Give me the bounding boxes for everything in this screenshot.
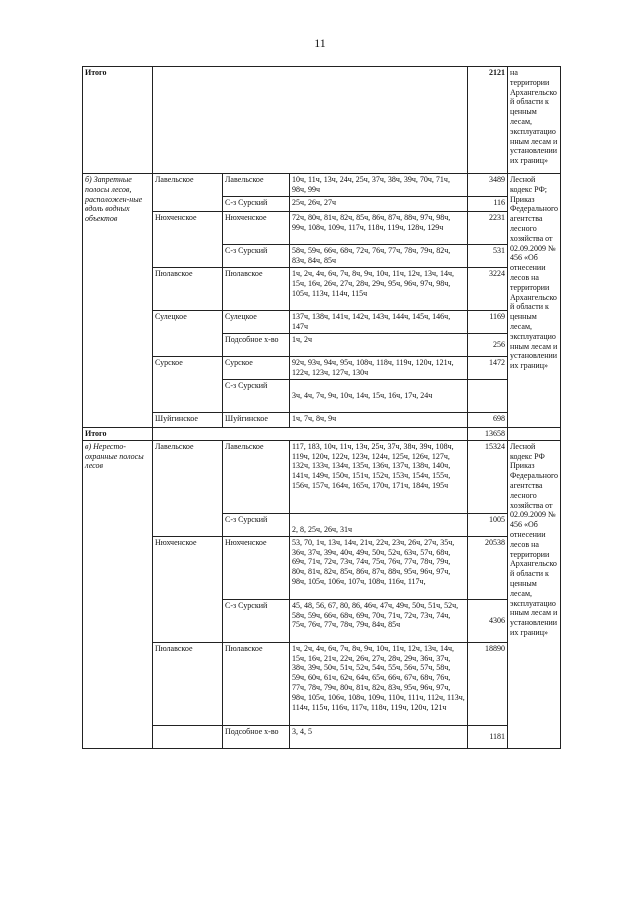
table-row	[83, 67, 561, 174]
forestry-name: Нюхченское	[153, 536, 223, 642]
area-value: 3224	[468, 268, 508, 311]
area-value: 3489	[468, 174, 508, 197]
table-row	[83, 725, 561, 748]
table-row	[83, 428, 561, 441]
area-value: 18890	[468, 642, 508, 725]
quarters: 3, 4, 5	[290, 725, 468, 748]
quarters: 53, 70, 1ч, 13ч, 14ч, 21ч, 22ч, 23ч, 26ч, 27ч, 35ч, 36ч, 37ч, 39ч, 40ч, 49ч, 50ч, 52ч, 63ч, 57ч, 68ч, 69ч, 71ч, 72ч, 73ч, 74ч, 75ч, 76ч, 77ч, 78ч, 79ч, 80ч, 81ч, 82ч, 85ч, 86ч, 87ч, 88ч, 95ч, 96ч, 97ч, 98ч, 105ч, 106ч, 107ч, 108ч, 116ч, 117ч,	[290, 536, 468, 599]
quarters: 72ч, 80ч, 81ч, 82ч, 85ч, 86ч, 87ч, 88ч, 97ч, 98ч, 99ч, 108ч, 109ч, 117ч, 118ч, 119ч, 128ч, 129ч	[290, 212, 468, 245]
page-number: 11	[314, 36, 326, 50]
subforestry-name: Лавельское	[223, 174, 290, 197]
total-label: Итого	[83, 67, 153, 174]
forestry-name: Сулецкое	[153, 311, 223, 357]
quarters: 117, 183, 10ч, 11ч, 13ч, 25ч, 37ч, 38ч, 39ч, 108ч, 119ч, 120ч, 122ч, 123ч, 124ч, 125ч, 126ч, 127ч, 132ч, 133ч, 134ч, 135ч, 136ч, 137ч, 138ч, 140ч, 141ч, 149ч, 150ч, 151ч, 152ч, 153ч, 154ч, 155ч, 156ч, 157ч, 164ч, 165ч, 170ч, 171ч, 184ч, 195ч	[290, 440, 468, 513]
table-row	[83, 311, 561, 334]
section-title: в) Нересто-охранные полосы лесов	[83, 440, 153, 748]
quarters: 58ч, 59ч, 66ч, 68ч, 72ч, 76ч, 77ч, 78ч, 79ч, 82ч, 83ч, 84ч, 85ч	[290, 245, 468, 268]
subforestry-name: Сурское	[223, 357, 290, 380]
table-row	[83, 357, 561, 380]
subforestry-name: Подсобное х-во	[223, 725, 290, 748]
forestry-name: Шуйгинское	[153, 413, 223, 428]
subforestry-name: С-з Сурский	[223, 513, 290, 536]
legal-basis: Лесной кодекс РФ Приказ Федерального агентства лесного хозяйства от 02.09.2009 № 456 «Об отнесении лесов на территории Архангельской области к ценным лесам, эксплуатационным лесам и установлении их границ»	[508, 440, 561, 748]
area-value: 1181	[468, 725, 508, 748]
quarters: 1ч, 2ч, 4ч, 6ч, 7ч, 8ч, 9ч, 10ч, 11ч, 12ч, 13ч, 14ч, 15ч, 16ч, 21ч, 22ч, 26ч, 27ч, 28ч, 29ч, 36ч, 37ч, 38ч, 39ч, 50ч, 51ч, 52ч, 54ч, 55ч, 56ч, 57ч, 58ч, 59ч, 60ч, 61ч, 62ч, 64ч, 65ч, 66ч, 67ч, 68ч, 76ч, 77ч, 78ч, 79ч, 80ч, 81ч, 82ч, 83ч, 95ч, 96ч, 97ч, 98ч, 105ч, 106ч, 108ч, 109ч, 110ч, 111ч, 112ч, 113ч, 114ч, 115ч, 116ч, 117ч, 118ч, 119ч, 120ч, 121ч	[290, 642, 468, 725]
table-row	[83, 536, 561, 599]
area-value: 1169	[468, 311, 508, 334]
quarters: 1ч, 2ч	[290, 334, 468, 357]
subforestry-name: Нюхченское	[223, 212, 290, 245]
quarters: 1ч, 7ч, 8ч, 9ч	[290, 413, 468, 428]
area-value: 20538	[468, 536, 508, 599]
total-area: 2121	[468, 67, 508, 174]
subforestry-name: С-з Сурский	[223, 245, 290, 268]
subforestry-name: Пюлавское	[223, 268, 290, 311]
legal-basis: на территории Архангельской области к ценным лесам, эксплуатационным лесам и установлении их границ»	[508, 67, 561, 174]
legal-basis: Лесной кодекс РФ; Приказ Федерального агентства лесного хозяйства от 02.09.2009 № 456 «Об отнесении лесов на территории Архангельской области к ценным лесам, эксплуатационным лесам и установлении их границ»	[508, 174, 561, 428]
area-value: 15324	[468, 440, 508, 513]
quarters: 1ч, 2ч, 4ч, 6ч, 7ч, 8ч, 9ч, 10ч, 11ч, 12ч, 13ч, 14ч, 15ч, 16ч, 26ч, 27ч, 28ч, 29ч, 95ч, 96ч, 97ч, 98ч, 105ч, 113ч, 114ч, 115ч	[290, 268, 468, 311]
area-value: 256	[468, 334, 508, 357]
section-title: б) Запретные полосы лесов, расположен-ные вдоль водных объектов	[83, 174, 153, 428]
total-label: Итого	[83, 428, 153, 441]
forestry-name: Сурское	[153, 357, 223, 413]
subforestry-name: Шуйгинское	[223, 413, 290, 428]
subforestry-name: Нюхченское	[223, 536, 290, 599]
quarters: 45, 48, 56, 67, 80, 86, 46ч, 47ч, 49ч, 50ч, 51ч, 52ч, 58ч, 59ч, 66ч, 68ч, 69ч, 70ч, 71ч, 72ч, 73ч, 74ч, 75ч, 76ч, 77ч, 78ч, 79ч, 84ч, 85ч	[290, 599, 468, 642]
subforestry-name: С-з Сурский	[223, 380, 290, 413]
table-row	[83, 413, 561, 428]
quarters: 2, 8, 25ч, 26ч, 31ч	[290, 513, 468, 536]
table-row	[83, 440, 561, 513]
area-value: 1005	[468, 513, 508, 536]
subforestry-name: С-з Сурский	[223, 197, 290, 212]
quarters: 137ч, 138ч, 141ч, 142ч, 143ч, 144ч, 145ч, 146ч, 147ч	[290, 311, 468, 334]
area-value: 116	[468, 197, 508, 212]
total-area: 13658	[468, 428, 508, 441]
subforestry-name: Пюлавское	[223, 642, 290, 725]
area-value: 2231	[468, 212, 508, 245]
quarters: 92ч, 93ч, 94ч, 95ч, 108ч, 118ч, 119ч, 120ч, 121ч, 122ч, 123ч, 127ч, 130ч	[290, 357, 468, 380]
subforestry-name: Сулецкое	[223, 311, 290, 334]
area-value: 1472	[468, 357, 508, 380]
forest-table	[82, 66, 561, 749]
forestry-name: Пюлавское	[153, 268, 223, 311]
forestry-name: Лавельское	[153, 440, 223, 536]
table-row	[83, 174, 561, 197]
table-row	[83, 212, 561, 245]
area-value: 531	[468, 245, 508, 268]
subforestry-name: Лавельское	[223, 440, 290, 513]
table-row	[83, 642, 561, 725]
area-value: 4306	[468, 599, 508, 642]
area-value: 698	[468, 413, 508, 428]
quarters: 25ч, 26ч, 27ч	[290, 197, 468, 212]
subforestry-name: Подсобное х-во	[223, 334, 290, 357]
subforestry-name: С-з Сурский	[223, 599, 290, 642]
table-row	[83, 268, 561, 311]
forestry-name: Лавельское	[153, 174, 223, 212]
forestry-name: Пюлавское	[153, 642, 223, 725]
forestry-name: Нюхченское	[153, 212, 223, 268]
quarters: 10ч, 11ч, 13ч, 24ч, 25ч, 37ч, 38ч, 39ч, 70ч, 71ч, 98ч, 99ч	[290, 174, 468, 197]
quarters: 3ч, 4ч, 7ч, 9ч, 10ч, 14ч, 15ч, 16ч, 17ч, 24ч	[290, 380, 468, 413]
